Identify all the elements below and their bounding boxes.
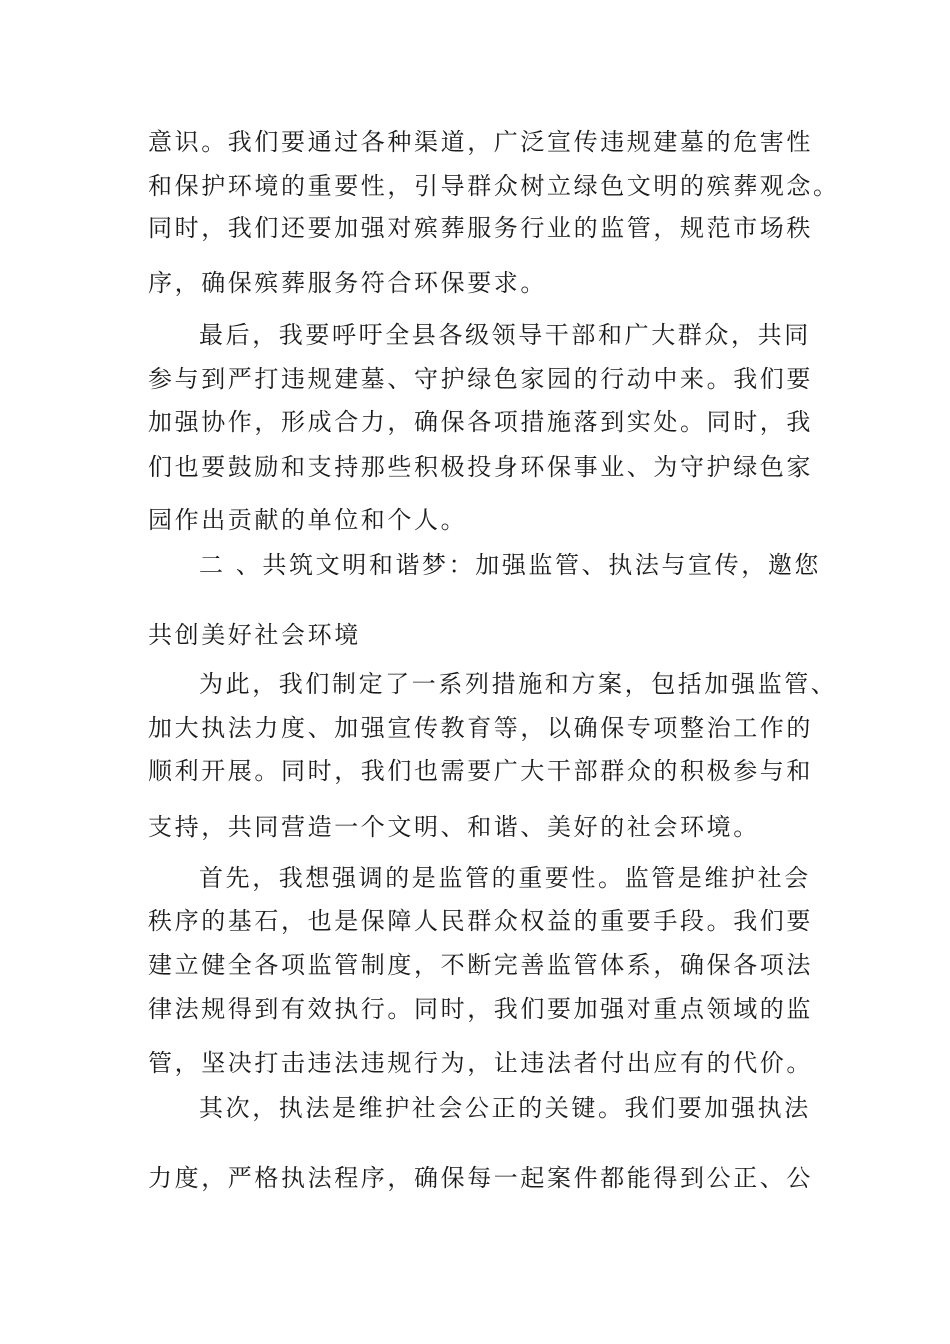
text-line: 秩序的基石，也是保障人民群众权益的重要手段。我们要 — [148, 907, 813, 935]
text-line: 支持，共同营造一个文明、和谐、美好的社会环境。 — [148, 813, 760, 841]
paragraph-first-line: 首先，我想强调的是监管的重要性。监管是维护社会 — [199, 864, 811, 892]
text-line: 序，确保殡葬服务符合环保要求。 — [148, 269, 547, 297]
paragraph-first-line: 为此，我们制定了一系列措施和方案，包括加强监管、 — [199, 670, 838, 698]
text-line: 律法规得到有效执行。同时，我们要加强对重点领域的监 — [148, 995, 813, 1023]
text-line: 和保护环境的重要性，引导群众树立绿色文明的殡葬观念。 — [148, 172, 840, 200]
section-heading-continued: 共创美好社会环境 — [148, 621, 361, 649]
text-line: 同时，我们还要加强对殡葬服务行业的监管，规范市场秩 — [148, 214, 813, 242]
text-line: 参与到严打违规建墓、守护绿色家园的行动中来。我们要 — [148, 365, 813, 393]
text-line: 们也要鼓励和支持那些积极投身环保事业、为守护绿色家 — [148, 453, 813, 481]
paragraph-first-line: 其次，执法是维护社会公正的关键。我们要加强执法 — [199, 1094, 811, 1122]
text-line: 建立健全各项监管制度，不断完善监管体系，确保各项法 — [148, 951, 813, 979]
text-line: 意识。我们要通过各种渠道，广泛宣传违规建墓的危害性 — [148, 128, 813, 156]
text-line: 管，坚决打击违法违规行为，让违法者付出应有的代价。 — [148, 1049, 813, 1077]
paragraph-first-line: 最后，我要呼吁全县各级领导干部和广大群众，共同 — [199, 321, 811, 349]
text-line: 园作出贡献的单位和个人。 — [148, 506, 468, 534]
text-line: 加大执法力度、加强宣传教育等，以确保专项整治工作的 — [148, 714, 813, 742]
text-line: 顺利开展。同时，我们也需要广大干部群众的积极参与和 — [148, 757, 813, 785]
text-line: 加强协作，形成合力，确保各项措施落到实处。同时，我 — [148, 408, 813, 436]
section-heading: 二 、共筑文明和谐梦：加强监管、执法与宣传，邀您 — [199, 551, 822, 579]
text-line: 力度，严格执法程序，确保每一起案件都能得到公正、公 — [148, 1164, 813, 1192]
